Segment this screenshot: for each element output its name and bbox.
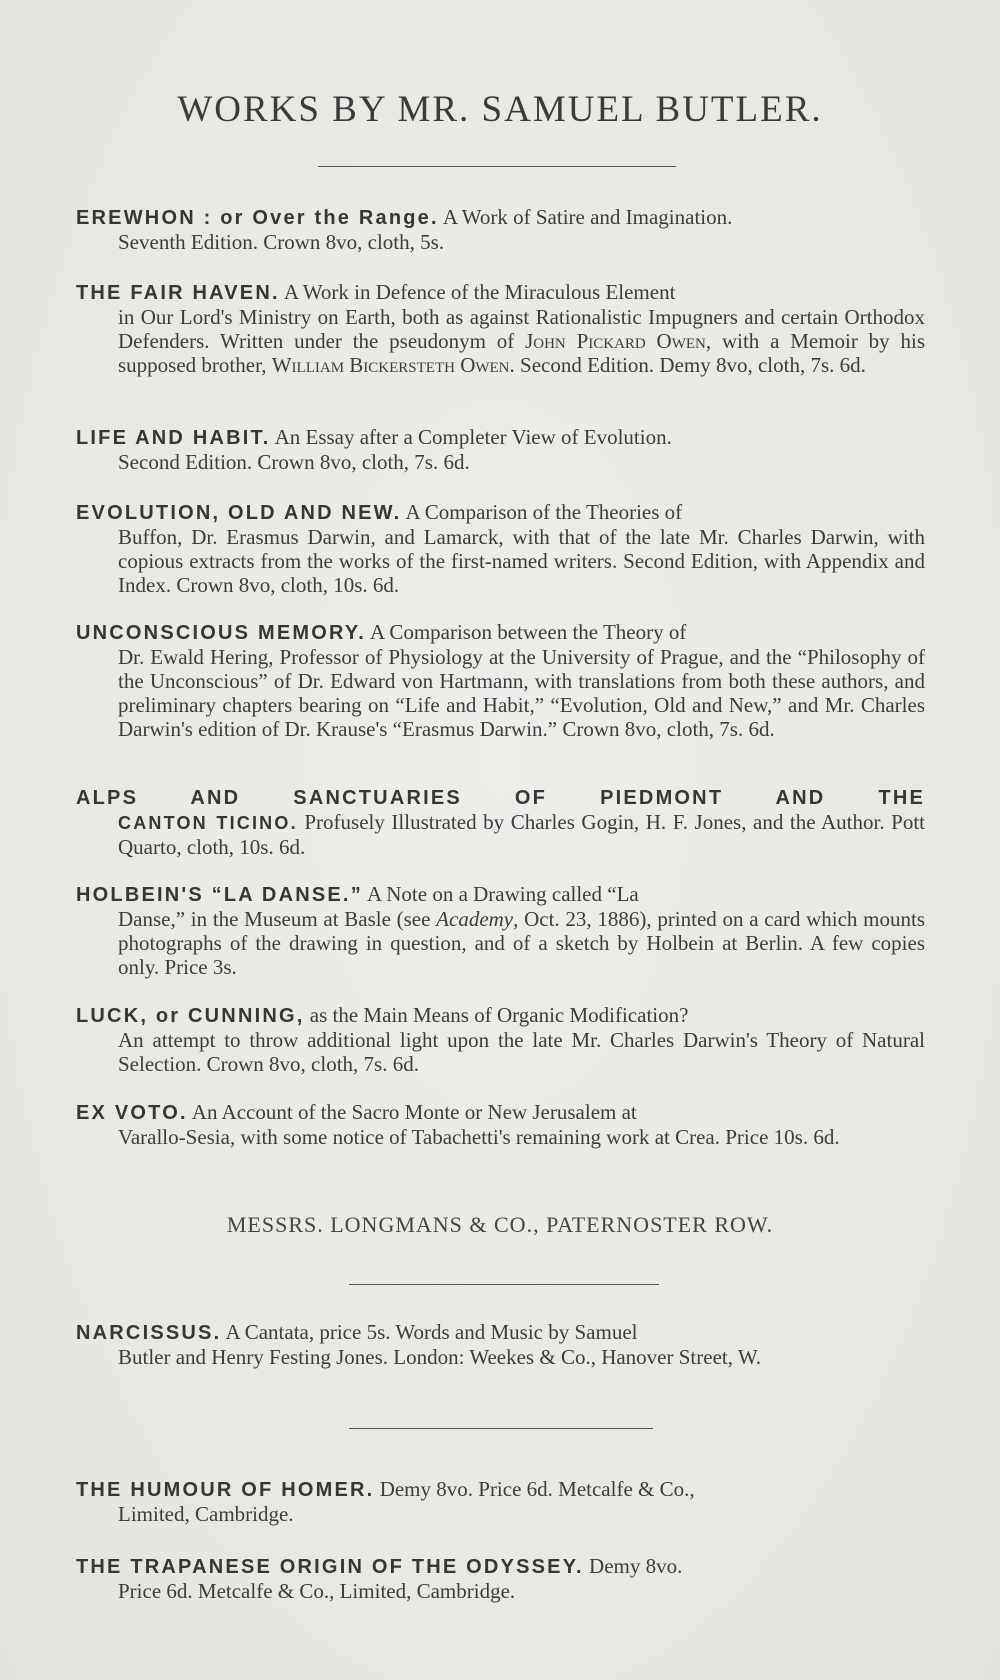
entry-heading: ALPS AND SANCTUARIES OF PIEDMONT AND THE <box>76 787 925 809</box>
entry-body-text: Profusely Illustrated by Charles Gogin, H. F. Jones, and the Author. Pott Quarto, cloth, 10s. 6d. <box>118 810 926 859</box>
entry-body: Price 6d. Metcalfe & Co., Limited, Cambridge. <box>118 1579 516 1603</box>
entry-lead: as the Main Means of Organic Modification? <box>304 1003 689 1027</box>
entry-unconscious-memory <box>76 620 925 741</box>
entry-lead: A Work in Defence of the Miraculous Element <box>279 280 676 304</box>
entry-lead: Demy 8vo. Price 6d. Metcalfe & Co., <box>374 1477 695 1501</box>
entry-body: Limited, Cambridge. <box>118 1502 294 1526</box>
entry-body: Butler and Henry Festing Jones. London: Weekes & Co., Hanover Street, W. <box>118 1345 761 1369</box>
page-title: WORKS BY MR. SAMUEL BUTLER. <box>177 89 823 130</box>
entry-heading: UNCONSCIOUS MEMORY. <box>76 622 366 644</box>
entry-body: Seventh Edition. Crown 8vo, cloth, 5s. <box>118 230 445 254</box>
entry-holbein-la-danse <box>76 882 925 979</box>
entry-heading: LUCK, or CUNNING, <box>76 1005 305 1027</box>
entry-erewhon <box>76 205 925 254</box>
entry-heading-continued: CANTON TICINO. <box>118 813 298 833</box>
brother-name: William Bickersteth Owen <box>271 353 510 377</box>
entry-evolution-old-and-new <box>76 500 925 597</box>
entry-narcissus <box>76 1320 925 1369</box>
entry-body: Varallo-Sesia, with some notice of Tabachetti's remaining work at Crea. Price 10s. 6d. <box>118 1125 840 1149</box>
pseudonym-name: John Pickard Owen <box>525 329 706 353</box>
entry-body: Dr. Ewald Hering, Professor of Physiology at the University of Prague, and the “Philosophy of the Unconscious” of Dr. Edward von Hartmann, with translations from both these authors, and preliminary chapters bearing on “Life and Habit,” “Evolution, Old and New,” and Mr. Charles Darwin's edition of Dr. Krause's “Erasmus Darwin.” Crown 8vo, cloth, 7s. 6d. <box>118 645 925 741</box>
entry-body: Second Edition. Crown 8vo, cloth, 7s. 6d. <box>118 450 470 474</box>
entry-body: An attempt to throw additional light upon the late Mr. Charles Darwin's Theory of Natural Selection. Crown 8vo, cloth, 7s. 6d. <box>118 1028 925 1076</box>
entry-lead: A Comparison of the Theories of <box>401 500 683 524</box>
section-divider <box>349 1428 653 1429</box>
entry-heading: EX VOTO. <box>76 1102 188 1124</box>
entry-heading: EVOLUTION, OLD AND NEW. <box>76 502 402 524</box>
entry-body-text: Danse,” in the Museum at Basle (see <box>118 907 437 931</box>
entry-luck-or-cunning <box>76 1003 925 1076</box>
entry-heading: THE FAIR HAVEN. <box>76 282 280 304</box>
entry-lead: A Cantata, price 5s. Words and Music by Samuel <box>221 1320 638 1344</box>
entry-life-and-habit <box>76 425 925 474</box>
entry-body <box>76 305 925 377</box>
section-divider <box>349 1284 659 1285</box>
entry-body <box>76 810 925 859</box>
entry-trapanese-origin <box>76 1554 925 1603</box>
publisher-line: MESSRS. LONGMANS & CO., PATERNOSTER ROW. <box>226 1212 774 1237</box>
entry-heading: LIFE AND HABIT. <box>76 427 271 449</box>
entry-fair-haven <box>76 280 925 377</box>
entry-lead: Demy 8vo. <box>583 1554 683 1578</box>
entry-heading: NARCISSUS. <box>76 1322 222 1344</box>
entry-heading: HOLBEIN'S “LA DANSE.” <box>76 884 363 906</box>
entry-body: Buffon, Dr. Erasmus Darwin, and Lamarck, with that of the late Mr. Charles Darwin, with copious extracts from the works of the first-named writers. Second Edition, with Appendix and Index. Crown 8vo, cloth, 10s. 6d. <box>118 525 925 597</box>
title-divider <box>318 166 676 167</box>
entry-lead: An Essay after a Completer View of Evolution. <box>270 425 672 449</box>
entry-lead: A Comparison between the Theory of <box>365 620 687 644</box>
entry-body-text: in Our Lord's Ministry on Earth, both as against Rationalistic Impugners and certain Orthodox Defenders. Written under the pseudonym of <box>118 305 925 353</box>
entry-lead: An Account of the Sacro Monte or New Jerusalem at <box>187 1100 637 1124</box>
entry-humour-of-homer <box>76 1477 925 1526</box>
entry-body <box>76 907 925 979</box>
entry-lead: A Note on a Drawing called “La <box>362 882 639 906</box>
entry-body-text: , Oct. 23, 1886), printed on a card which mounts photographs of the drawing in question, and of a sketch by Holbein at Berlin. A few copies only. Price 3s. <box>118 907 925 979</box>
entry-heading: THE TRAPANESE ORIGIN OF THE ODYSSEY. <box>76 1556 584 1578</box>
entry-ex-voto <box>76 1100 925 1149</box>
entry-heading: EREWHON : or Over the Range. <box>76 207 439 229</box>
journal-title: Academy <box>436 907 514 931</box>
entry-lead: A Work of Satire and Imagination. <box>438 205 733 229</box>
entry-body-text: , with a Memoir by his supposed brother, <box>118 329 925 377</box>
entry-alps-and-sanctuaries <box>76 786 925 859</box>
entry-heading: THE HUMOUR OF HOMER. <box>76 1479 375 1501</box>
entry-body-text: . Second Edition. Demy 8vo, cloth, 7s. 6d. <box>509 353 866 377</box>
